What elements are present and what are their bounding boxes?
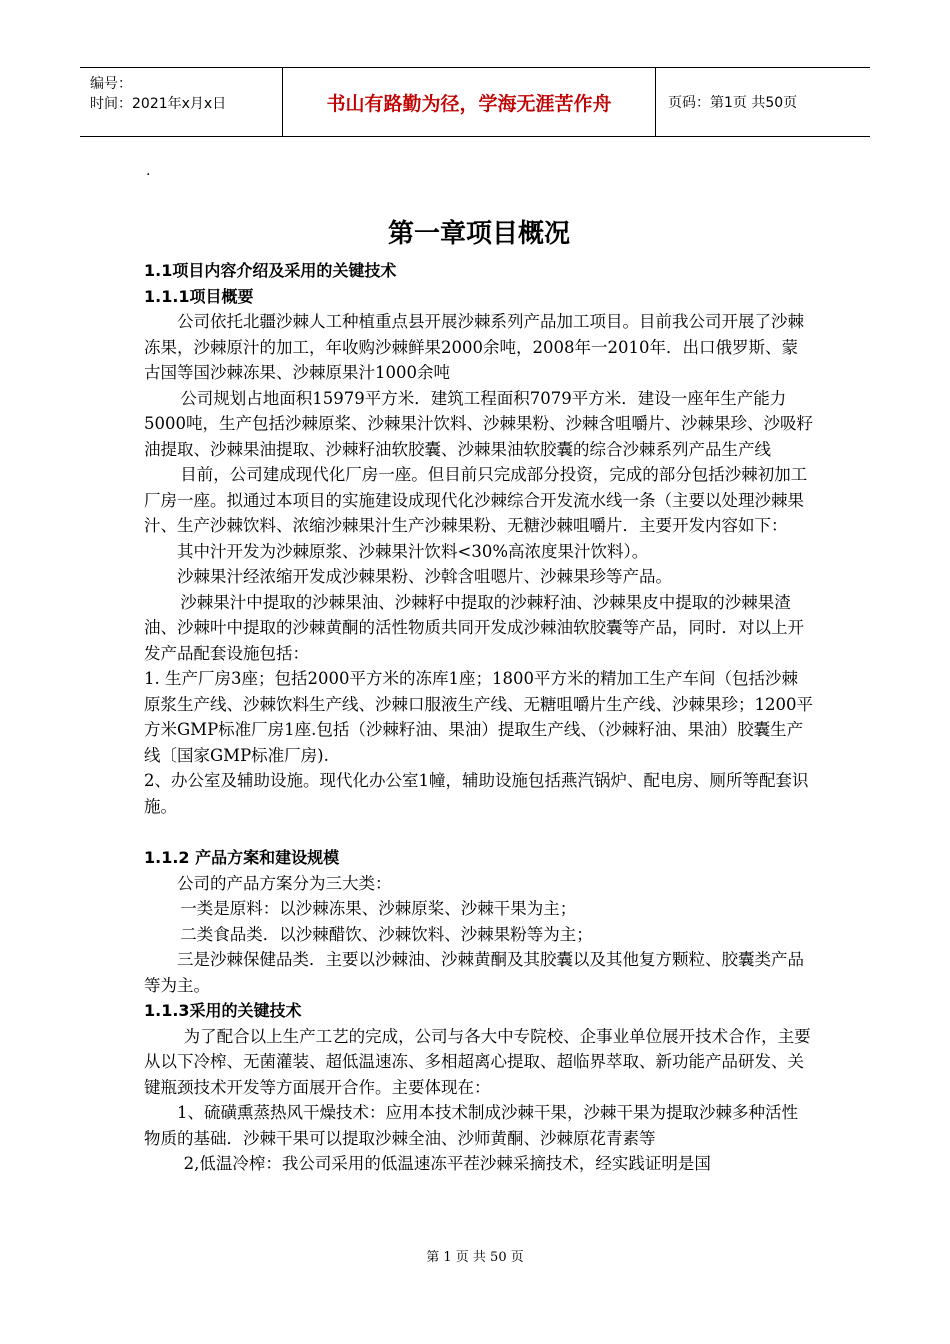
- paragraph: 1、硫磺熏蒸热风干燥技术：应用本技术制成沙棘干果，沙棘干果为提取沙棘多种活性物质的基础．沙棘干果可以提取沙棘全油、沙师黄酮、沙棘原花青素等: [144, 1103, 798, 1148]
- motto: 书山有路勤为径，学海无涯苦作舟: [283, 68, 656, 136]
- paragraph: 三是沙棘保健品类．主要以沙棘油、沙棘黄酮及其胶囊以及其他复方颗粒、胶囊类产品等为主。: [144, 950, 804, 995]
- section-heading-1-1-3: 1.1.3采用的关键技术: [144, 1001, 302, 1020]
- paragraph: 为了配合以上生产工艺的完成，公司与各大中专院校、企事业单位展开技术合作，主要从以下冷榨、无菌灌装、超低温速冻、多相超离心提取、超临界萃取、新功能产品研发、关键瓶颈技术开发等方面展开合作。主要体现在：: [144, 1026, 811, 1097]
- spacer: [144, 819, 814, 845]
- section-heading-1-1-2: 1.1.2 产品方案和建设规模: [144, 848, 340, 867]
- page-label: 页码：第1页 共50页: [668, 95, 798, 111]
- chapter-title: 第一章项目概况: [387, 219, 570, 249]
- date-label: 时间：2021年x月x日: [90, 96, 227, 112]
- paragraph: 1. 生产厂房3座；包括2000平方米的冻库1座；1800平方米的精加工生产车间（包括沙棘原浆生产线、沙棘饮料生产线、沙棘口服液生产线、无糖咀嚼片生产线、沙棘果珍；1200平方米GMP标准厂房1座.包括（沙棘籽油、果油）提取生产线、（沙棘籽油、果油）胶囊生产线〔国家GMP标准厂房).: [144, 669, 813, 765]
- paragraph: 沙棘果汁中提取的沙棘果油、沙棘籽中提取的沙棘籽油、沙棘果皮中提取的沙棘果渣油、沙棘叶中提取的沙棘黄酮的活性物质共同开发成沙棘油软胶囊等产品，同时．对以上开发产品配套设施包括：: [144, 592, 804, 663]
- paragraph: 公司的产品方案分为三大类：: [177, 873, 392, 893]
- paragraph: 2,低温冷榨：我公司采用的低温速冻平茬沙棘采摘技术，经实践证明是国: [183, 1154, 711, 1173]
- header-table: [80, 67, 870, 137]
- document-body: [144, 210, 814, 1177]
- section-heading-1-1: 1.1项目内容介绍及采用的关键技术: [144, 261, 397, 280]
- paragraph: 一类是原料：以沙棘冻果、沙棘原桨、沙棘干果为主；: [180, 899, 577, 918]
- paragraph: 其中汁开发为沙棘原浆、沙棘果汁饮料<30%高浓度果汁饮料）。: [177, 541, 649, 561]
- section-heading-1-1-1: 1.1.1项目概要: [144, 286, 254, 306]
- paragraph: 目前，公司建成现代化厂房一座。但目前只完成部分投资，完成的部分包括沙棘初加工厂房一座。拟通过本项目的实施建设成现代化沙棘综合开发流水线一条（主要以处理沙棘果汁、生产沙棘饮料、浓缩沙棘果汁生产沙棘果粉、无糖沙棘咀嚼片．主要开发内容如下：: [144, 465, 808, 535]
- paragraph: 2、办公室及辅助设施。现代化办公室1幢，辅助设施包括燕汽锅炉、配电房、厕所等配套识施。: [144, 771, 809, 816]
- paragraph: 沙棘果汁经浓缩开发成沙棘果粉、沙斡含咀嗯片、沙棘果珍等产品。: [177, 567, 672, 586]
- paragraph: 公司规划占地面积15979平方米．建筑工程面积7079平方米．建设一座年生产能力5000吨，生产包括沙棘原桨、沙棘果汁饮料、沙棘果粉、沙棘含咀嚼片、沙棘果珍、沙吸籽油提取、沙棘果油提取、沙棘籽油软胶囊、沙棘果油软胶囊的综合沙棘系列产品生产线: [144, 388, 813, 459]
- stray-dot: .: [146, 163, 151, 179]
- number-label: 编号：: [90, 76, 132, 92]
- paragraph: 二类食品类．以沙棘醋饮、沙棘饮料、沙棘果粉等为主；: [180, 924, 593, 944]
- header-left-cell: [80, 68, 283, 136]
- paragraph: 公司依托北疆沙棘人工种植重点县开展沙棘系列产品加工项目。目前我公司开展了沙棘冻果，沙棘原汁的加工，年收购沙棘鲜果2000余吨，2008年一2010年．出口俄罗斯、蒙古国等国沙棘冻果、沙棘原果汁1000余吨: [144, 312, 804, 382]
- page-footer: 第 1 页 共 50 页: [426, 1250, 524, 1265]
